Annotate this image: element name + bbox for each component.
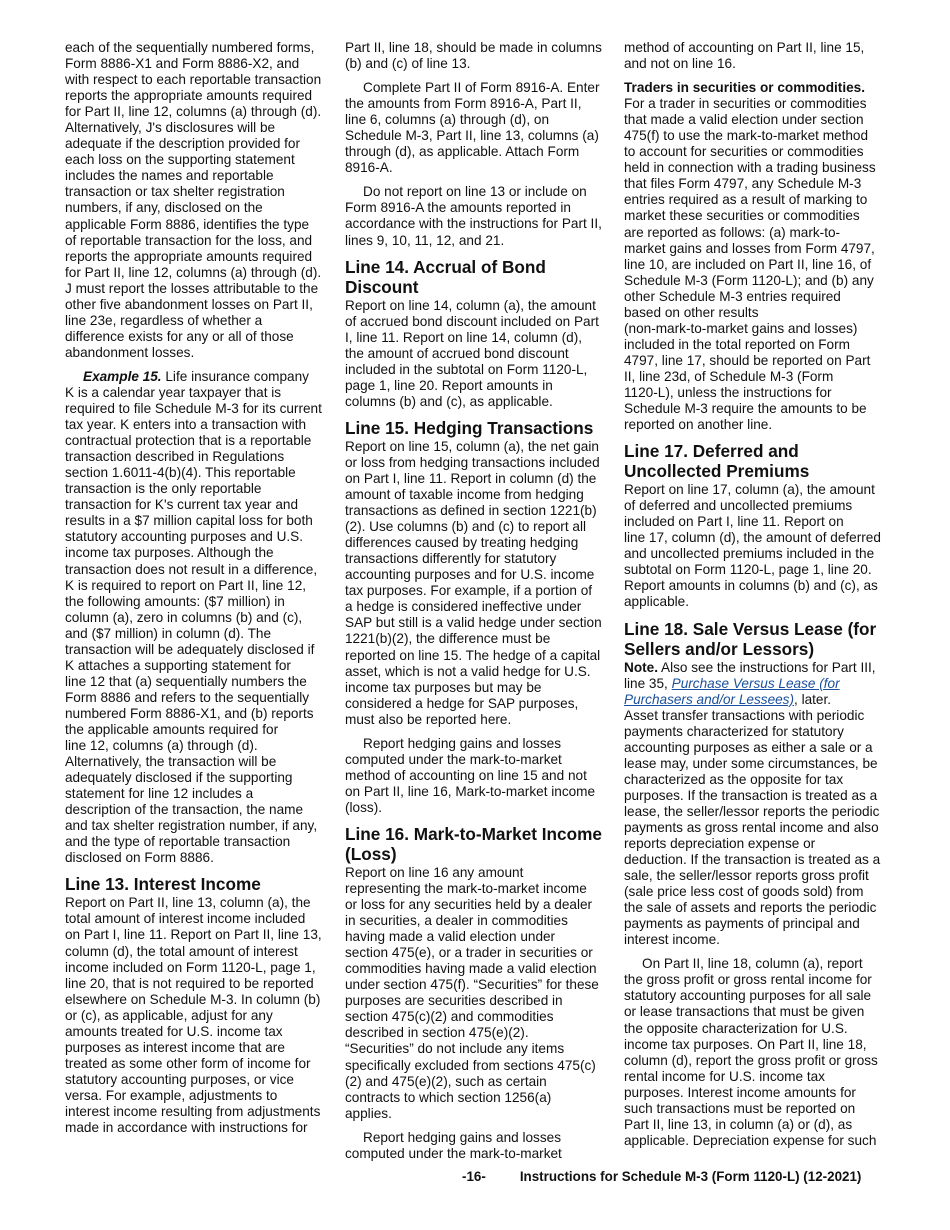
heading-line-14: Line 14. Accrual of Bond Discount [345,256,546,297]
line-15-hedging-paragraph: Report hedging gains and losses computed under the mark-to-market method of accounting on line 15 and not on Part II, line 16, Mark-to-market income (loss). [345,735,596,815]
line-16-paragraph: Report on line 16 any amount representing the mark-to-market income or loss for any securities held by a dealer in securities, a dealer in commodities having made a valid election under section 475(e), or a trader in securities or commodities having made a valid election under section 475(f). “Securities” for these purposes are securities described in section 475(c)(2) and commodities described in section 475(e)(2). “Securities” do not include any items specifically excluded from sections 475(c) (2) and 475(e)(2), such as certain contracts to which section 1256(a) applies. [345,864,599,1121]
line-15-paragraph: Report on line 15, column (a), the net gain or loss from hedging transactions included on Part I, line 11. Report in column (d) the amount of taxable income from hedging transactions as defined in section 1221(b) (2). Use columns (b) and (c) to report all differences caused by treating hedging transactions differently for statutory accounting purposes and for U.S. income tax purposes. For example, if a portion of a hedge is considered ineffective under SAP but still is a valid hedge under section 1221(b)(2), the difference must be reported on line 15. The hedge of a capital asset, which is not a valid hedge for U.S. income tax purposes but may be considered a hedge for SAP purposes, must also be reported here. [345,438,602,727]
line-17-paragraph: Report on line 17, column (a), the amount of deferred and uncollected premiums included on Part I, line 11. Report on line 17, column (d), the amount of deferred and uncollected premiums included in the subtotal on Form 1120-L, page 1, line 20. Report amounts in columns (b) and (c), as applicable. [624,482,881,610]
line-18-part2-paragraph: On Part II, line 18, column (a), report the gross profit or gross rental income for statutory accounting purposes for all sale or lease transactions that must be given the opposite characterization for U.S. income tax purposes. On Part II, line 18, column (d), report the gross profit or gross rental income for U.S. income tax purposes. Interest income amounts for such transactions must be reported on Part II, line 13, in column (a) or (d), as applicable. Depreciation expense for such [624,956,878,1148]
line-14-paragraph: Report on line 14, column (a), the amount of accrued bond discount included on Part I, line 11. Report on line 14, column (d), the amount of accrued bond discount included in the subtotal on Form 1120-L, page 1, line 20. Report amounts in columns (b) and (c), as applicable. [345,297,599,409]
heading-line-16: Line 16. Mark-to-Market Income (Loss) [345,823,602,864]
column-middle [345,40,607,1170]
traders-label: Traders in securities or commodities. [624,80,865,96]
paragraph-continuation: each of the sequentially numbered forms, Form 8886-X1 and Form 8886-X2, and with respect to each reportable transaction reports the appropriate amounts required for Part II, line 12, columns (a) through (d). Alternatively, J's disclosures will be adequate if the description provided for each loss on the supporting statement includes the names and reportable transaction or tax shelter registration numbers, if any, disclosed on the applicable Form 8886, identifies the type of reportable transaction for the loss, and reports the appropriate amounts required for Part II, line 12, columns (a) through (d). J must report the losses attributable to the other five abandonment losses on Part II, line 23e, regardless of whether a difference exists for any or all of those abandonment losses. [65,40,322,360]
traders-paragraph: For a trader in securities or commodities that made a valid election under section 475(f) to use the mark-to-market method to account for securities or commodities held in connection with a trading business that files Form 4797, any Schedule M-3 entries required as a result of marking to market these securities or commodities are reported as follows: (a) mark-to- market gains and losses from Form 4797, line 10, are included on Part II, line 16, of Schedule M-3 (Form 1120-L); and (b) any other Schedule M-3 entries required based on other results (non-mark-to-market gains and losses) included in the total reported on Form 4797, line 17, should be reported on Part II, line 23d, of Schedule M-3 (Form 1120-L), unless the instructions for Schedule M-3 require the amounts to be reported on another line. [624,96,876,433]
page-footer [462,1169,861,1184]
example-15-text: Life insurance company K is a calendar year taxpayer that is required to file Schedule M-3 for its current tax year. K enters into a transaction with contractual protection that is a reportable transaction described in Regulations section 1.6011-4(b)(4). This reportable transaction is the only reportable transaction for K's current tax year and results in a $7 million capital loss for both statutory accounting purposes and U.S. income tax purposes. Although the transaction does not result in a difference, K is required to report on Part II, line 12, the following amounts: ($7 million) in column (a), zero in columns (b) and (c), and ($7 million) in column (d). The transaction will be adequately disclosed if K attaches a supporting statement for line 12 that (a) sequentially numbers the Form 8886 and refers to the sequentially numbered Form 8886-X1, and (b) reports the applicable amounts required for line 12, columns (a) through (d). Alternatively, the transaction will be adequately disclosed if the supporting statement for line 12 includes a description of the transaction, the name and tax shelter registration number, if any, and the type of reportable transaction disclosed on Form 8886. [65,368,322,866]
heading-line-17: Line 17. Deferred and Uncollected Premiums [624,441,810,482]
note-text: Also see the instructions for Part III, line 35, [624,659,876,691]
example-15-label: Example 15. [83,368,162,384]
column-right [624,40,886,1157]
line-18-paragraph: Asset transfer transactions with periodic payments characterized for statutory accounting purposes as either a sale or a lease may, under some circumstances, be characterized as the opposite for tax purposes. If the transaction is treated as a lease, the seller/lessor reports the periodic payments as gross rental income and also reports depreciation expense or deduction. If the transaction is treated as a sale, the seller/lessor reports gross profit (sale price less cost of goods sold) from the sale of assets and reports the periodic payments as payments of principal and interest income. [624,707,881,948]
note-paragraph [624,660,886,708]
page-number: -16- [462,1169,486,1184]
paragraph-continuation: method of accounting on Part II, line 15, and not on line 16. [624,40,865,72]
note-label: Note. [624,659,658,675]
heading-line-13: Line 13. Interest Income [65,874,261,895]
form-8916a-paragraph: Complete Part II of Form 8916-A. Enter the amounts from Form 8916-A, Part II, line 6, columns (a) through (d), on Schedule M-3, Part II, line 13, columns (a) through (d), as applicable. Attach Form 8916-A. [345,80,600,176]
column-left [65,40,327,1144]
paragraph-continuation: Part II, line 18, should be made in columns (b) and (c) of line 13. [345,40,602,72]
heading-line-15: Line 15. Hedging Transactions [345,417,594,438]
purchase-versus-lease-link[interactable]: Purchase Versus Lease (for Purchasers and/or Lessees) [624,675,840,707]
line-13-paragraph: Report on Part II, line 13, column (a), the total amount of interest income included on Part I, line 11. Report on Part II, line 13, column (d), the total amount of interest income included on Form 1120-L, page 1, line 20, that is not required to be reported elsewhere on Schedule M-3. In column (b) or (c), as applicable, adjust for any amounts treated for U.S. income tax purposes as interest income that are treated as some other form of income for statutory accounting purposes, or vice versa. For example, adjustments to interest income resulting from adjustments made in accordance with instructions for [65,895,322,1136]
note-text-end: , later. [794,691,832,707]
example-15-paragraph [65,369,327,866]
line-16-hedging-paragraph: Report hedging gains and losses computed under the mark-to-market [345,1129,562,1161]
document-title: Instructions for Schedule M-3 (Form 1120-L) (12-2021) [519,1169,862,1184]
do-not-report-paragraph: Do not report on line 13 or include on Form 8916-A the amounts reported in accordance with the instructions for Part II, lines 9, 10, 11, 12, and 21. [345,184,602,248]
heading-line-18: Line 18. Sale Versus Lease (for Sellers and/or Lessors) [624,618,877,659]
